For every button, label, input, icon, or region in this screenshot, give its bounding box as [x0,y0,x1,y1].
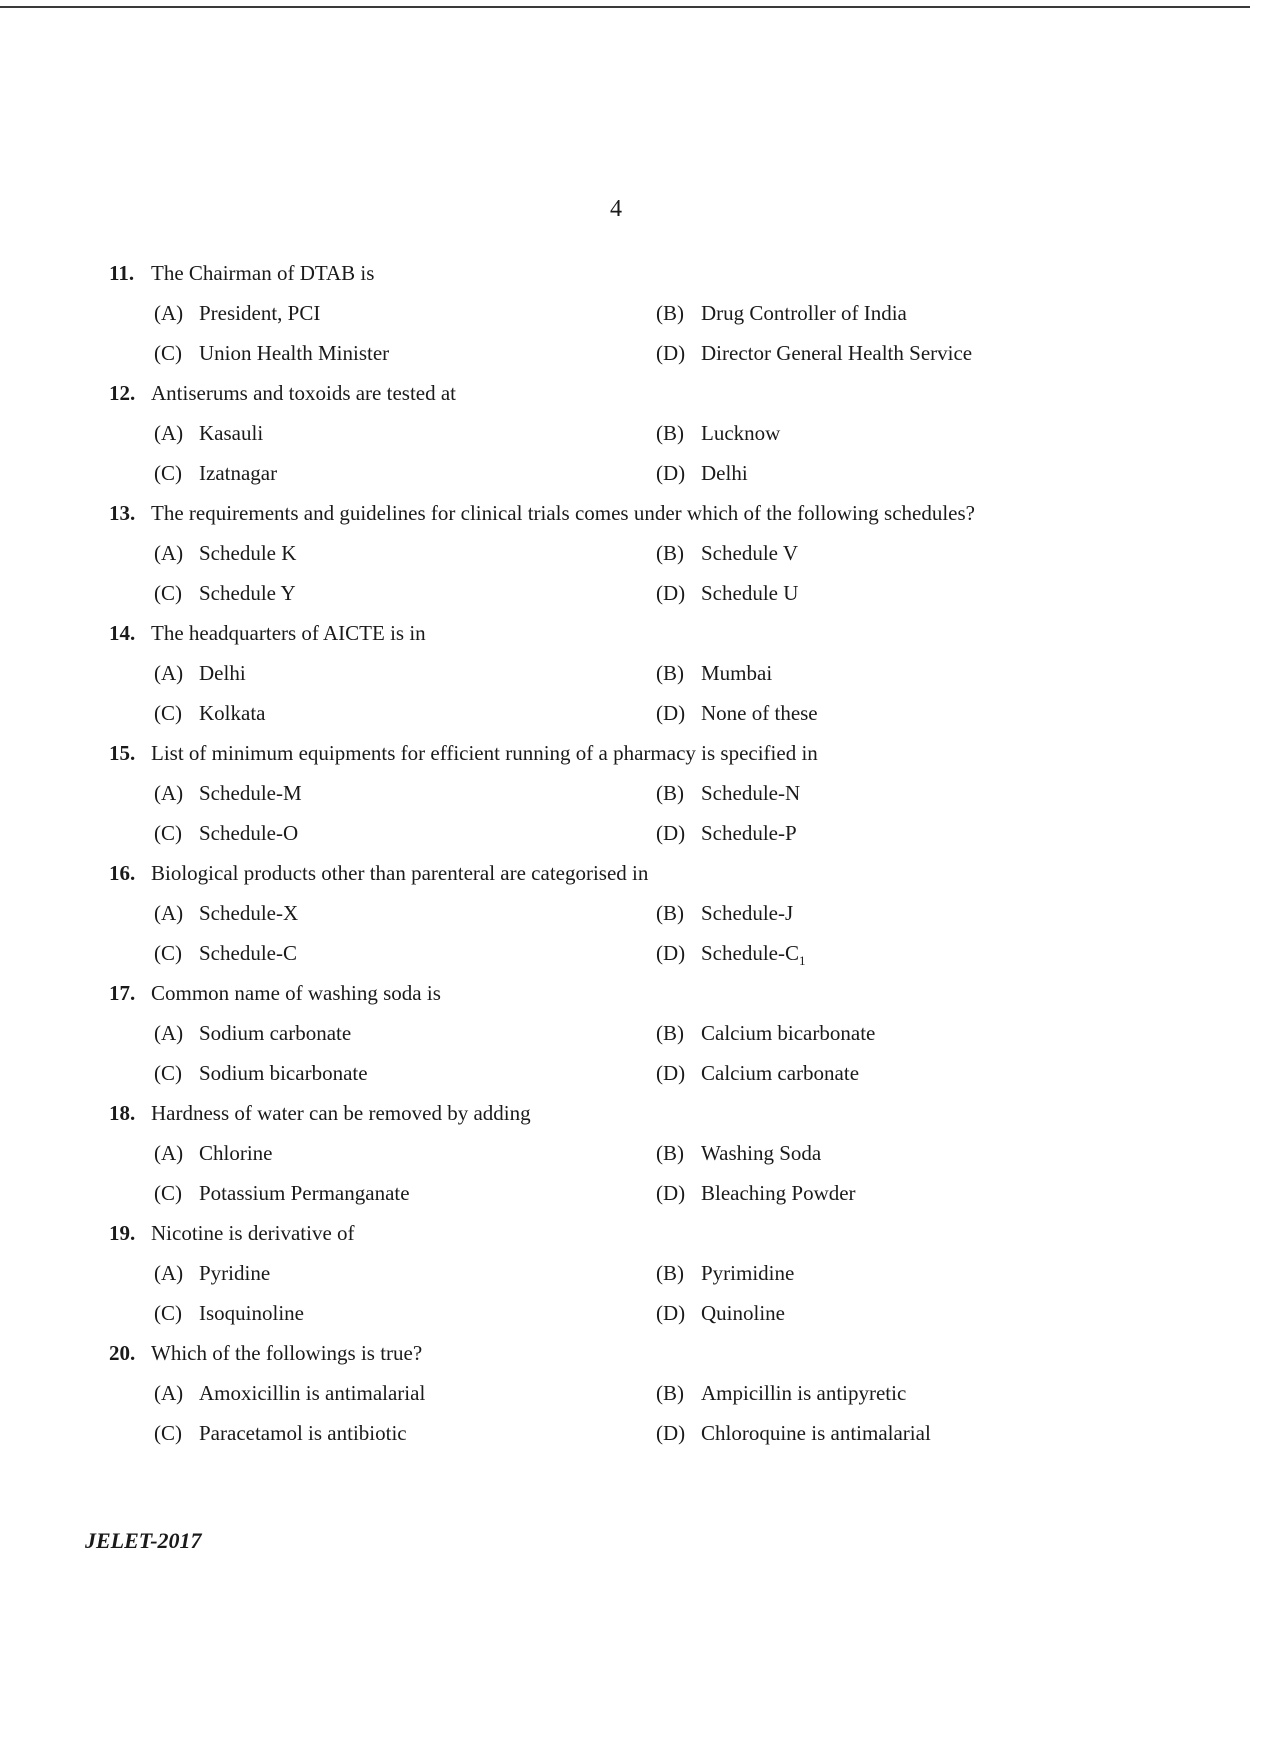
answer-option [154,293,320,333]
option-text: Washing Soda [701,1141,822,1165]
exam-code: JELET-2017 [85,1528,202,1553]
option-letter: (C) [154,581,182,605]
option-row [109,933,1109,973]
question-item [109,973,1109,1093]
question-number: 19. [109,1221,136,1245]
option-letter: (C) [154,821,182,845]
option-letter: (B) [656,1381,684,1405]
option-text: Chlorine [199,1141,273,1165]
option-letter: (D) [656,1181,686,1205]
option-row [109,893,1109,933]
option-text: Drug Controller of India [701,301,907,325]
answer-option [154,893,298,933]
option-row [109,453,1109,493]
option-letter: (B) [656,781,684,805]
option-letter: (A) [154,1021,184,1045]
option-text: Schedule-C [701,941,799,965]
option-text: Delhi [701,461,748,485]
option-letter: (A) [154,1261,184,1285]
answer-option [154,413,263,453]
question-number: 12. [109,381,136,405]
option-letter: (D) [656,941,686,965]
question-text-line [109,613,1109,653]
answer-option [656,533,798,573]
question-number: 18. [109,1101,136,1125]
option-letter: (B) [656,301,684,325]
answer-option [656,653,772,693]
question-text: Antiserums and toxoids are tested at [151,381,457,405]
option-row [109,293,1109,333]
option-row [109,1253,1109,1293]
option-letter: (D) [656,1061,686,1085]
option-letter: (A) [154,781,184,805]
option-text: Schedule K [199,541,297,565]
option-text: Isoquinoline [199,1301,304,1325]
answer-option [154,693,265,733]
answer-option [154,773,302,813]
option-letter: (D) [656,341,686,365]
option-text: Schedule-C [199,941,297,965]
option-letter: (A) [154,1381,184,1405]
answer-option [154,1253,270,1293]
answer-option [656,893,793,933]
option-row [109,533,1109,573]
answer-option [154,933,297,973]
answer-option [154,1373,425,1413]
answer-option [154,453,277,493]
option-letter: (C) [154,1421,182,1445]
answer-option [154,1133,273,1173]
question-item [109,1093,1109,1213]
option-row [109,333,1109,373]
option-text: Kasauli [199,421,264,445]
page-number: 4 [610,196,622,222]
option-text: Mumbai [701,661,773,685]
option-text: Schedule V [701,541,799,565]
question-text: The Chairman of DTAB is [151,261,375,285]
question-number: 17. [109,981,136,1005]
option-letter: (C) [154,941,182,965]
option-letter: (D) [656,821,686,845]
answer-option [656,413,780,453]
option-text: Schedule-O [199,821,299,845]
question-text: Which of the followings is true? [151,1341,423,1365]
option-row [109,1173,1109,1213]
option-row [109,413,1109,453]
option-text: Pyridine [199,1261,271,1285]
option-subscript: 1 [798,953,806,969]
option-letter: (D) [656,1421,686,1445]
question-number: 13. [109,501,136,525]
answer-option [656,773,800,813]
answer-option [656,1373,906,1413]
question-text: Biological products other than parenteral are categorised in [151,861,649,885]
option-text: Amoxicillin is antimalarial [199,1381,426,1405]
answer-option [656,1053,859,1093]
question-text-line [109,253,1109,293]
question-text-line [109,493,1109,533]
option-text: Bleaching Powder [701,1181,856,1205]
option-letter: (C) [154,701,182,725]
option-letter: (C) [154,1181,182,1205]
answer-option [154,813,298,853]
option-text: Chloroquine is antimalarial [701,1421,931,1445]
question-number: 15. [109,741,136,765]
option-letter: (D) [656,461,686,485]
option-text: Izatnagar [199,461,278,485]
option-text: Sodium bicarbonate [199,1061,368,1085]
option-letter: (D) [656,701,686,725]
option-text: Schedule-X [199,901,299,925]
question-number: 20. [109,1341,136,1365]
question-text-line [109,1213,1109,1253]
option-letter: (B) [656,421,684,445]
answer-option [656,1173,856,1213]
option-letter: (A) [154,901,184,925]
question-text-line [109,1093,1109,1133]
answer-option [656,1253,794,1293]
answer-option [656,1293,785,1333]
answer-option [656,573,798,613]
answer-option [154,573,296,613]
option-text: Lucknow [701,421,781,445]
option-text: Calcium bicarbonate [701,1021,876,1045]
option-text: Schedule Y [199,581,296,605]
question-text-line [109,1333,1109,1373]
question-item [109,853,1109,973]
answer-option [154,1173,410,1213]
option-letter: (C) [154,341,182,365]
option-row [109,1373,1109,1413]
option-text: Schedule-J [701,901,794,925]
question-item [109,1213,1109,1333]
option-text: Schedule-P [701,821,797,845]
option-letter: (B) [656,1021,684,1045]
option-row [109,693,1109,733]
question-text: The headquarters of AICTE is in [151,621,426,645]
answer-option [154,653,246,693]
question-text-line [109,733,1109,773]
option-letter: (B) [656,541,684,565]
option-row [109,813,1109,853]
question-item [109,613,1109,733]
question-text: Hardness of water can be removed by adding [151,1101,531,1125]
option-row [109,1293,1109,1333]
answer-option [154,1293,304,1333]
option-letter: (B) [656,661,684,685]
question-text: Nicotine is derivative of [151,1221,355,1245]
option-letter: (A) [154,421,184,445]
option-text: Calcium carbonate [701,1061,860,1085]
question-item [109,253,1109,373]
option-text: Pyrimidine [701,1261,795,1285]
option-row [109,1133,1109,1173]
option-row [109,653,1109,693]
option-text: Delhi [199,661,246,685]
option-letter: (B) [656,901,684,925]
option-letter: (A) [154,661,184,685]
option-text: Sodium carbonate [199,1021,352,1045]
option-letter: (C) [154,1061,182,1085]
question-item [109,1333,1109,1453]
question-text: The requirements and guidelines for clinical trials comes under which of the following schedules? [151,501,975,525]
option-letter: (D) [656,1301,686,1325]
question-number: 11. [109,261,135,285]
option-letter: (C) [154,1301,182,1325]
option-text: President, PCI [199,301,321,325]
answer-option [656,1013,875,1053]
question-item [109,373,1109,493]
answer-option [154,1053,368,1093]
option-letter: (B) [656,1261,684,1285]
answer-option [656,333,972,373]
question-number: 16. [109,861,136,885]
answer-option [656,1413,931,1453]
option-text: Quinoline [701,1301,785,1325]
option-text: None of these [701,701,818,725]
answer-option [656,813,797,853]
question-text-line [109,853,1109,893]
question-text-line [109,373,1109,413]
answer-option [656,1133,821,1173]
option-text: Paracetamol is antibiotic [199,1421,407,1445]
question-text: Common name of washing soda is [151,981,441,1005]
option-row [109,1013,1109,1053]
question-item [109,733,1109,853]
option-letter: (A) [154,1141,184,1165]
top-rule [0,6,1250,8]
answer-option [656,933,805,981]
answer-option [154,533,296,573]
option-letter: (B) [656,1141,684,1165]
option-text: Kolkata [199,701,266,725]
question-text-line [109,973,1109,1013]
answer-option [656,693,818,733]
option-row [109,1413,1109,1453]
answer-option [656,453,748,493]
option-text: Potassium Permanganate [199,1181,410,1205]
option-text: Schedule U [701,581,799,605]
option-text: Schedule-M [199,781,302,805]
option-text: Director General Health Service [701,341,973,365]
option-letter: (A) [154,301,184,325]
answer-option [656,293,907,333]
answer-option [154,333,389,373]
answer-option [154,1013,351,1053]
question-number: 14. [109,621,136,645]
option-letter: (D) [656,581,686,605]
question-text: List of minimum equipments for efficient running of a pharmacy is specified in [151,741,818,765]
question-item [109,493,1109,613]
option-row [109,1053,1109,1093]
option-letter: (C) [154,461,182,485]
option-text: Ampicillin is antipyretic [701,1381,907,1405]
option-row [109,773,1109,813]
option-text: Union Health Minister [199,341,390,365]
question-list [109,253,1109,1453]
option-row [109,573,1109,613]
option-letter: (A) [154,541,184,565]
option-text: Schedule-N [701,781,801,805]
answer-option [154,1413,407,1453]
